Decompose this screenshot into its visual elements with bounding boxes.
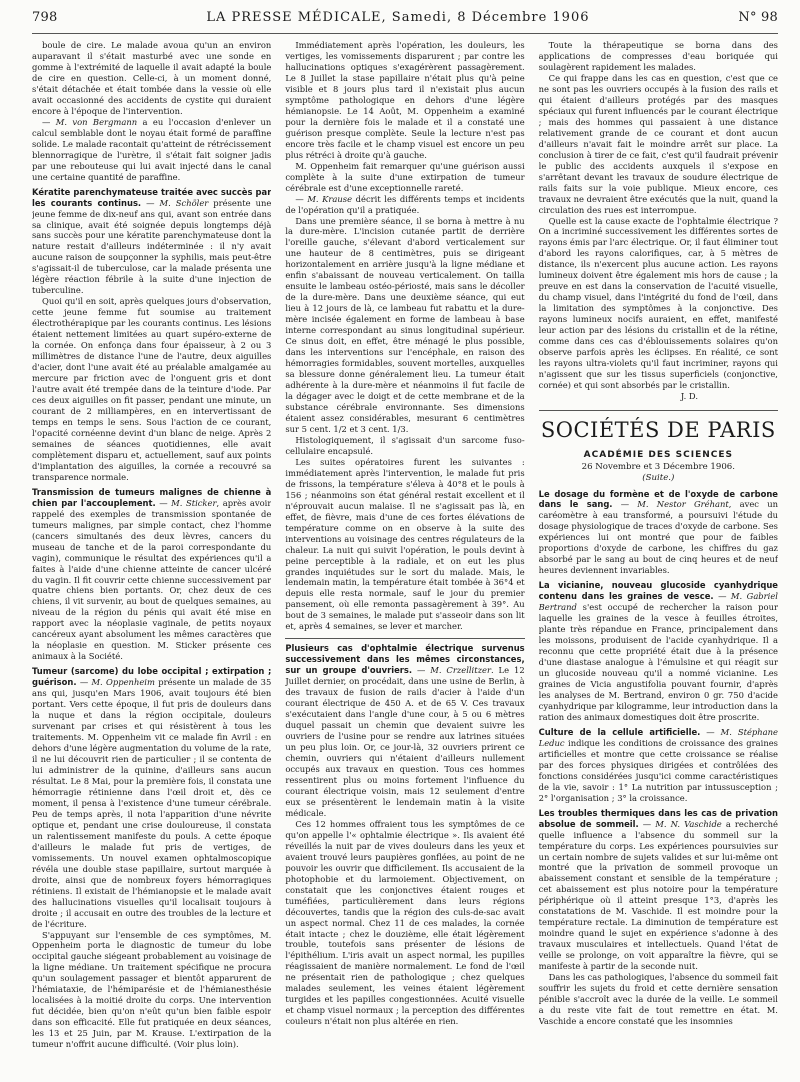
author-name: M. N. Vaschide [655, 818, 722, 829]
article-heading: La vicianine, nouveau glucoside cyanhydrique contenu dans les graines de vesce. [538, 580, 778, 602]
paragraph: — M. Krause décrit les différents temps et incidents de l'opération qu'il a pratiquée. [285, 193, 525, 215]
article-heading: Culture de la cellule artificielle. [538, 726, 701, 737]
paragraph [285, 435, 524, 457]
article-heading: Les troubles thermiques dans les cas de privation absolue de sommeil. [538, 807, 778, 829]
column-1 [32, 40, 271, 1080]
session-dates: 26 Novembre et 3 Décembre 1906. [581, 462, 736, 473]
paragraph-text: s'est occupé de rechercher la raison pour laquelle les graines de la vesce à feuilles étroites, plante très répandue en France, principalement dans les moissons, produisent de l'acide cyanhydrique. Il a reconnu que cette propriété était due à la présence d'une diastase analogue à l'émulsine et qui réagit sur un glucoside nouveau qu'il a nommé vicianine. Les graines de Vicia angustifolia pouvant fournir, d'après les analyses de M. Bertrand, environ 0 gr. 750 d'acide cyanhydrique par kilogramme, leur introduction dans la ration des animaux domestiques doit être proscrite. [538, 602, 778, 722]
paragraph [539, 972, 778, 1027]
paragraph-text: Dans les cas pathologiques, l'absence du sommeil fait souffrir les sujets du froid et cette dernière sensation pénible s'accroît avec la durée de la veille. Le sommeil a du reste vite fait de tout remettre en état. M. Vaschide a encore constaté que les insomnies [538, 972, 778, 1027]
column-2 [285, 40, 524, 1080]
article-heading: Le dosage du formène et de l'oxyde de carbone dans le sang. [538, 488, 778, 510]
columns [32, 40, 778, 1080]
paragraph [32, 296, 271, 482]
paragraph-text: Toute la thérapeutique se borna dans des applications de compresses d'eau boriquée qui soulagèrent rapidement les malades. [538, 40, 778, 72]
paragraph [539, 40, 778, 73]
article-heading: Transmission de tumeurs malignes de chienne à chien par l'accouplement. [32, 486, 272, 508]
author-name: M. Sticker [171, 497, 217, 508]
author-name: M. Oppenheim [91, 677, 155, 688]
article-heading: Plusieurs cas d'ophtalmie électrique survenus successivement dans les mêmes circonstances, sur un groupe d'ouvriers. [285, 643, 525, 676]
paragraph-text: Quelle est la cause exacte de l'ophtalmie électrique ? On a incriminé successivement les différentes sortes de rayons émis par l'arc électrique. Or, il faut éliminer tout d'abord les rayons calorifiques, car, à 5 mètres de distance, ils n'exercent plus aucune action. Les rayons lumineux doivent être également mis hors de cause ; la preuve en est dans la conservation de l'acuité visuelle, du champ visuel, dans l'intégrité du fond de l'œil, dans la limitation des symptômes à la conjonctive. Des rayons lumineux nocifs auraient, en effet, manifesté leur action par des lésions du cristallin et de la rétine, comme dans ces cas d'éblouissements solaires qu'on observe parfois après les éclipses. En réalité, ce sont les rayons ultra-violets qu'il faut incriminer, rayons qui n'agissent que sur les tissus superficiels (conjonctive, cornée) et qui sont absorbés par le cristallin. [538, 215, 778, 391]
article-heading: Tumeur (sarcome) du lobe occipital ; extirpation ; guérison. [32, 666, 272, 688]
paragraph-text: décrit les différents temps et incidents de l'opération qu'il a pratiquée. [285, 193, 525, 215]
paragraph [32, 930, 271, 1051]
paragraph-text: , après avoir rappelé des exemples de transmission spontanée de tumeurs malignes, par simple contact, chez l'homme (cancers simultanés des deux lèvres, cancers du museau de tanche et de la paroi correspondante du vagin), communique le résultat des expériences qu'il a faites à l'aide d'une chienne atteinte de cancer ulcéré du vagin. Il fit couvrir cette chienne successivement par quatre chiens bien portants. Or, chez deux de ces chiens, il vit survenir, au bout de quelques semaines, au niveau de la région du pénis qui avait été mise en rapport avec la néoplasie vaginale, de petits noyaux cancéreux ayant absolument les mêmes caractères que la néoplasie en question. M. Sticker présente ces animaux à la Société. [32, 497, 272, 662]
article-paragraph-headed: La vicianine, nouveau glucoside cyanhydrique contenu dans les graines de vesce. — M. Gabriel Bertrand s'est occupé de rechercher la raison pour laquelle les graines de la vesce à feuilles étroites, plante très répandue en France, principalement dans les moissons, produisent de l'acide cyanhydrique. Il a reconnu que cette propriété était due à la présence d'une diastase analogue à l'émulsine et qui réagit sur un glucoside nouveau qu'il a nommé vicianine. Les graines de Vicia angustifolia pouvant fournir, d'après les analyses de M. Bertrand, environ 0 gr. 750 d'acide cyanhydrique par kilogramme, leur introduction dans la ration des animaux domestiques doit être proscrite. [538, 580, 778, 722]
paragraph-text: , avec un caréomètre à eau transformé, a poursuivi l'étude du dosage physiologique de traces d'oxyde de carbone. Ses expériences lui ont montré que pour de faibles proportions d'oxyde de carbone, les chiffres du gaz absorbé par le sang au bout de cinq heures et de neuf heures deviennent invariables. [538, 499, 778, 576]
column-3 [539, 40, 778, 1080]
paragraph: — M. von Bergmann a eu l'occasion d'enlever un calcul semblable dont le noyau était formé de paraffine solide. Le malade racontait qu'atteint de rétrécissement blennorragique de l'urètre, il s'était fait soigner jadis par une rebouteuse qui lui avait injecté dans le canal une certaine quantité de paraffine. [32, 116, 272, 182]
author-name: M. Stéphane Leduc [538, 726, 778, 748]
paragraph-text: a recherché quelle influence a l'absence du sommeil sur la température du corps. Les expériences poursuivies sur un certain nombre de sujets valides et sur lui-même ont montré que la privation de sommeil provoque un abaissement constant et sensible de la température ; cet abaissement est plus notoire pour la température périphérique où il atteint presque 1°3, d'après les constatations de M. Vaschide. Il est moindre pour la température rectale. La diminution de température est moindre quand le sujet en expérience s'adonne à des travaux musculaires et intellectuels. Quand l'état de veille se prolonge, on voit apparaître la fièvre, qui se manifeste à partir de la seconde nuit. [538, 818, 778, 972]
paragraph-text: Les suites opératoires furent les suivantes : immédiatement après l'intervention, le malade fut pris de frissons, la température s'éleva à 40°8 et le pouls à 156 ; néanmoins son état général restait excellent et il n'éprouvait aucun malaise. Il ne s'agissait pas là, en effet, de fièvre, mais d'une de ces fortes élévations de température comme on en observe à la suite des interventions au voisinage des centres régulateurs de la chaleur. La nuit qui suivit l'opération, le pouls devint à peine perceptible à la radiale, et on eut les plus grandes inquiétudes sur le sort du malade. Mais, le lendemain matin, la température était tombée à 36°4 et depuis elle resta normale, sauf le jour du premier pansement, où elle remonta passagèrement à 39°. Au bout de 3 semaines, le malade put s'asseoir dans son lit et, après 4 semaines, se lever et marcher. [285, 456, 525, 632]
paragraph [285, 457, 524, 633]
author-name: M. Crzellitzer [430, 665, 491, 676]
publication-title: LA PRESSE MÉDICALE, Samedi, 8 Décembre 1906 [206, 10, 590, 25]
author-name: M. Krause [307, 193, 353, 204]
article-paragraph-headed: Transmission de tumeurs malignes de chienne à chien par l'accouplement. — M. Sticker, après avoir rappelé des exemples de transmission spontanée de tumeurs malignes, par simple contact, chez l'homme (cancers simultanés des deux lèvres, cancers du museau de tanche et de la paroi correspondante du vagin), communique le résultat des expériences qu'il a faites à l'aide d'une chienne atteinte de cancer ulcéré du vagin. Il fit couvrir cette chienne successivement par quatre chiens bien portants. Or, chez deux de ces chiens, il vit survenir, au bout de quelques semaines, au niveau de la région du pénis qui avait été mise en rapport avec la néoplasie vaginale, de petits noyaux cancéreux ayant absolument les mêmes caractères que la néoplasie en question. M. Sticker présente ces animaux à la Société. [32, 486, 272, 662]
paragraph-text: Dans une première séance, il se borna à mettre à nu la dure-mère. L'incision cutanée partit de derrière l'oreille gauche, s'élevant d'abord verticalement sur une hauteur de 8 centimètres, puis se dirigeant horizontalement en arrière jusqu'à la ligne médiane et enfin s'abaissant de nouveau verticalement. On tailla ensuite le lambeau ostéo-périosté, mais sans le décoller de la dure-mère. Dans une deuxième séance, qui eut lieu à 12 jours de là, ce lambeau fut rabattu et la dure-mère incisée également en forme de lambeau à base interne correspondant au sinus longitudinal supérieur. Ce sinus doit, en effet, être ménagé le plus possible, dans les interventions sur l'encéphale, en raison des hémorragies formidables, souvent mortelles, auxquelles sa blessure donne généralement lieu. La tumeur était adhérente à la dure-mère et néanmoins il fut facile de la dégager avec le doigt et de cette membrane et de la substance cérébrale environnante. Ses dimensions étaient assez considérables, mesurant 6 centimètres sur 5 cent. 1/2 et 3 cent. 1/3. [285, 215, 525, 434]
section-divider [285, 638, 524, 639]
paragraph-text: Quoi qu'il en soit, après quelques jours d'observation, cette jeune femme fut soumise au traitement électrothérapique par les courants continus. Les lésions étaient nettement limitées au quart supéro-externe de la cornée. On enfonça dans four épaisseur, à 2 ou 3 millimètres de distance l'une de l'autre, deux aiguilles d'acier, dont l'une avait été au préalable amalgamée au mercure par friction avec de l'onguent gris et dont l'autre avait été trempée dans de la teinture d'iode. Par ces deux aiguilles on fit passer, pendant une minute, un courant de 2 milliampères, en en intervertissant de temps en temps le sens. Sous l'action de ce courant, l'opacité cornéenne devint d'un blanc de neige. Après 2 semaines de séances quotidiennes, elle avait complètement disparu et, actuellement, sauf aux points d'implantation des aiguilles, la cornée a recouvré sa transparence normale. [32, 296, 272, 482]
article-heading: Kératite parenchymateuse traitée avec succès par les courants continus. [32, 186, 272, 208]
article-paragraph-headed: Les troubles thermiques dans les cas de privation absolue de sommeil. — M. N. Vaschide a recherché quelle influence a l'absence du sommeil sur la température du corps. Les expériences poursuivies sur un certain nombre de sujets valides et sur lui-même ont montré que la privation de sommeil provoque un abaissement constant et sensible de la température ; cet abaissement est plus notoire pour la température périphérique où il atteint presque 1°3, d'après les constatations de M. Vaschide. Il est moindre pour la température rectale. La diminution de température est moindre quand le sujet en expérience s'adonne à des travaux musculaires et intellectuels. Quand l'état de veille se prolonge, on voit apparaître la fièvre, qui se manifeste à partir de la seconde nuit. [538, 807, 778, 972]
article-paragraph-headed: Tumeur (sarcome) du lobe occipital ; extirpation ; guérison. — M. Oppenheim présente un malade de 35 ans qui, jusqu'en Mars 1906, avait toujours été bien portant. Vers cette époque, il fut pris de douleurs dans la nuque et dans la région occipitale, douleurs survenant par crises et qui résistèrent à tous les traitements. M. Oppenheim vit ce malade fin Avril : en dehors d'une légère augmentation du volume de la rate, il ne lui découvrit rien de particulier ; il se contenta de lui administrer de la quinine, d'ailleurs sans aucun résultat. Le 8 Mai, pour la première fois, il constata une hémorragie rétinienne dans l'œil droit et, dès ce moment, il pensa à l'existence d'une tumeur cérébrale. Peu de temps après, il nota l'apparition d'une névrite optique et, pendant une crise douloureuse, il constata un ralentissement manifeste du pouls. A cette époque d'ailleurs le malade fut pris de vertiges, de vomissements. Un nouvel examen ophtalmoscopique révéla une double stase papillaire, surtout marquée à droite, ainsi que de nombreux foyers hémorragiques rétiniens. Il existait de l'hémianopsie et le malade avait des hallucinations visuelles qu'il localisait toujours à droite ; il accusait en outre des troubles de la lecture et de l'écriture. [32, 666, 272, 929]
paragraph-text: boule de cire. Le malade avoua qu'un an environ auparavant il s'était masturbé avec une sonde en gomme à l'extrémité de laquelle il avait adapté la boule de cire en question. Celle-ci, à un moment donné, s'était détachée et était tombée dans la vessie où elle avait occasionné des accidents de cystite qui duraient encore à l'époque de l'intervention. [32, 40, 272, 116]
paragraph [539, 216, 778, 392]
paragraph-text: M. Oppenheim fait remarquer qu'une guérison aussi complète à la suite d'une extirpation de tumeur cérébrale est d'une exceptionnelle rareté. [285, 160, 525, 193]
paragraph-text: . Le 12 Juillet dernier, on procédait, dans une usine de Berlin, à des travaux de fusion de rails d'acier à l'aide d'un courant électrique de 450 A. et de 65 V. Ces travaux s'exécutaient dans l'angle d'une cour, à 5 ou 6 mètres duquel passait un chemin que devaient suivre les ouvriers de l'usine pour se rendre aux latrines situées un peu plus loin. Or, ce jour-là, 32 ouvriers prirent ce chemin, ouvriers qui n'étaient d'ailleurs nullement occupés aux travaux en question. Tous ces hommes ressentirent plus ou moins fortement l'influence du courant électrique voisin, mais 12 seulement d'entre eux se présentèrent le lendemain matin à la visite médicale. [285, 665, 525, 818]
paragraph [285, 819, 524, 1027]
author-name: M. Schöler [159, 197, 209, 208]
article-paragraph-headed: Culture de la cellule artificielle. — M. Stéphane Leduc indique les conditions de croissance des graines artificielles et montre que cette croissance se réalise par des forces physiques dirigées et contrôlées des fonctions considérées jusqu'ici comme caractéristiques de la vie, savoir : 1° La nutrition par intussusception ; 2° l'organisation ; 3° la croissance. [538, 726, 778, 803]
paragraph-text: présente une jeune femme de dix-neuf ans qui, avant son entrée dans sa clinique, avait été soignée depuis longtemps déjà sans succès pour une kératite parenchymateuse dont la nature restait d'ailleurs indéterminée : il n'y avait aucune raison de soupçonner la syphilis, mais peut-être s'agissait-il de tuberculose, car la malade présenta une légère réaction fébrile à la suite d'une injection de tuberculine. [32, 197, 272, 296]
article-paragraph-headed: Kératite parenchymateuse traitée avec succès par les courants continus. — M. Schöler présente une jeune femme de dix-neuf ans qui, avant son entrée dans sa clinique, avait été soignée depuis longtemps déjà sans succès pour une kératite parenchymateuse dont la nature restait d'ailleurs indéterminée : il n'y avait aucune raison de soupçonner la syphilis, mais peut-être s'agissait-il de tuberculose, car la malade présenta une légère réaction fébrile à la suite d'une injection de tuberculine. [32, 186, 272, 296]
paragraph-text: Ces 12 hommes offraient tous les symptômes de ce qu'on appelle l'« ophtalmie électrique ». Ils avaient été réveillés la nuit par de vives douleurs dans les yeux et avaient trouvé leurs paupières gonflées, au point de ne pouvoir les ouvrir que difficilement. Ils accusaient de la photophobie et du larmoiement. Objectivement, on constatait que les conjonctives étaient rouges et tuméfiées, particulièrement dans leurs régions découvertes, tandis que la région des culs-de-sac avait un aspect normal. Chez 11 de ces malades, la cornée était intacte ; chez le douzième, elle était légèrement trouble, toutefois sans présenter de lésions de l'épithélium. L'iris avait un aspect normal, les pupilles réagissaient de manière normalement. Le fond de l'œil ne présentait rien de pathologique ; chez quelques malades seulement, les veines étaient légèrement turgides et les papilles congestionnées. Acuité visuelle et champ visuel normaux ; la perception des différentes couleurs n'était non plus altérée en rien. [285, 818, 525, 1027]
paragraph [285, 40, 524, 161]
paragraph-text: a eu l'occasion d'enlever un calcul semblable dont le noyau était formé de paraffine solide. Le malade racontait qu'atteint de rétrécissement blennorragique de l'urètre, il s'était fait soigner jadis par une rebouteuse qui lui avait injecté dans le canal une certaine quantité de paraffine. [32, 116, 272, 182]
author-name: M. Nestor Gréhant [637, 499, 729, 510]
paragraph [32, 40, 271, 117]
author-name: M. von Bergmann [55, 116, 138, 127]
paragraph [539, 73, 778, 216]
article-paragraph-headed: Plusieurs cas d'ophtalmie électrique survenus successivement dans les mêmes circonstances, sur un groupe d'ouvriers. — M. Crzellitzer. Le 12 Juillet dernier, on procédait, dans une usine de Berlin, à des travaux de fusion de rails d'acier à l'aide d'un courant électrique de 450 A. et de 65 V. Ces travaux s'exécutaient dans l'angle d'une cour, à 5 ou 6 mètres duquel passait un chemin que devaient suivre les ouvriers de l'usine pour se rendre aux latrines situées un peu plus loin. Or, ce jour-là, 32 ouvriers prirent ce chemin, ouvriers qui n'étaient d'ailleurs nullement occupés aux travaux en question. Tous ces hommes ressentirent plus ou moins fortement l'influence du courant électrique voisin, mais 12 seulement d'entre eux se présentèrent le lendemain matin à la visite médicale. [285, 643, 525, 818]
paragraph [285, 216, 524, 435]
paragraph-text: indique les conditions de croissance des graines artificielles et montre que cette croissance se réalise par des forces physiques dirigées et contrôlées des fonctions considérées jusqu'ici comme caractéristiques de la vie, savoir : 1° La nutrition par intussusception ; 2° l'organisation ; 3° la croissance. [538, 737, 778, 803]
section-title: SOCIÉTÉS DE PARIS [539, 410, 778, 444]
issue-number: N° 98 [738, 10, 778, 25]
academy-title: ACADÉMIE DES SCIENCES [583, 450, 733, 461]
paragraph-text: Immédiatement après l'opération, les douleurs, les vertiges, les vomissements disparurent ; par contre les hallucinations optiques s'exagérèrent passagèrement. Le 8 Juillet la stase papillaire n'était plus qu'à peine visible et 8 jours plus tard il n'existait plus aucun symptôme pathologique en dehors d'une légère hémianopsie. Le 14 Août, M. Oppenheim a examiné pour la dernière fois le malade et il a constaté une guérison presque complète. Seule la lecture n'est pas encore très facile et le champ visuel est encore un peu plus rétréci à droite qu'à gauche. [285, 40, 525, 160]
continued-label: (Suite.) [642, 473, 675, 484]
page-header [32, 10, 778, 34]
paragraph-text: présente un malade de 35 ans qui, jusqu'en Mars 1906, avait toujours été bien portant. Vers cette époque, il fut pris de douleurs dans la nuque et dans la région occipitale, douleurs survenant par crises et qui résistèrent à tous les traitements. M. Oppenheim vit ce malade fin Avril : en dehors d'une légère augmentation du volume de la rate, il ne lui découvrit rien de particulier ; il se contenta de lui administrer de la quinine, d'ailleurs sans aucun résultat. Le 8 Mai, pour la première fois, il constata une hémorragie rétinienne dans l'œil droit et, dès ce moment, il pensa à l'existence d'une tumeur cérébrale. Peu de temps après, il nota l'apparition d'une névrite optique et, pendant une crise douloureuse, il constata un ralentissement manifeste du pouls. A cette époque d'ailleurs le malade fut pris de vertiges, de vomissements. Un nouvel examen ophtalmoscopique révéla une double stase papillaire, surtout marquée à droite, ainsi que de nombreux foyers hémorragiques rétiniens. Il existait de l'hémianopsie et le malade avait des hallucinations visuelles qu'il localisait toujours à droite ; il accusait en outre des troubles de la lecture et de l'écriture. [32, 677, 272, 929]
paragraph-text: S'appuyant sur l'ensemble de ces symptômes, M. Oppenheim porta le diagnostic de tumeur du lobe occipital gauche siégeant probablement au voisinage de la ligne médiane. Un traitement spécifique ne procura qu'un soulagement passager et bientôt apparurent de l'hémiataxie, de l'hémiparésie et de l'hémianesthésie localisées à la moitié droite du corps. Une intervention fut décidée, bien qu'on n'eût qu'un bien faible espoir dans son efficacité. Elle fut pratiquée en deux séances, les 13 et 25 Juin, par M. Krause. L'extirpation de la tumeur n'offrit aucune difficulté. (Voir plus loin). [32, 929, 272, 1050]
page-number: 798 [32, 10, 58, 25]
paragraph-text: Ce qui frappe dans les cas en question, c'est que ce ne sont pas les ouvriers occupés à la fusion des rails et qui étaient d'ailleurs protégés par des masques spéciaux qui furent influencés par le courant électrique ; mais des hommes qui passaient à une distance relativement grande de ce courant et dont aucun d'ailleurs n'avait fait le moindre arrêt sur place. La conclusion à tirer de ce fait, c'est qu'il faudrait prévenir le public des accidents auxquels il s'expose en s'arrêtant devant les travaux de soudure électrique de rails faits sur la voie publique. Mieux encore, ces travaux ne devraient être exécutés que la nuit, quand la circulation des rues est interrompue. [538, 72, 778, 215]
paragraph [285, 161, 524, 194]
author-signature: J. D. [680, 391, 698, 401]
author-name: M. Gabriel Bertrand [538, 591, 778, 613]
paragraph-text: Histologiquement, il s'agissait d'un sarcome fuso-cellulaire encapsulé. [285, 434, 525, 456]
article-paragraph-headed: Le dosage du formène et de l'oxyde de carbone dans le sang. — M. Nestor Gréhant, avec un caréomètre à eau transformé, a poursuivi l'étude du dosage physiologique de traces d'oxyde de carbone. Ses expériences lui ont montré que pour de faibles proportions d'oxyde de carbone, les chiffres du gaz absorbé par le sang au bout de cinq heures et de neuf heures deviennent invariables. [538, 488, 778, 576]
